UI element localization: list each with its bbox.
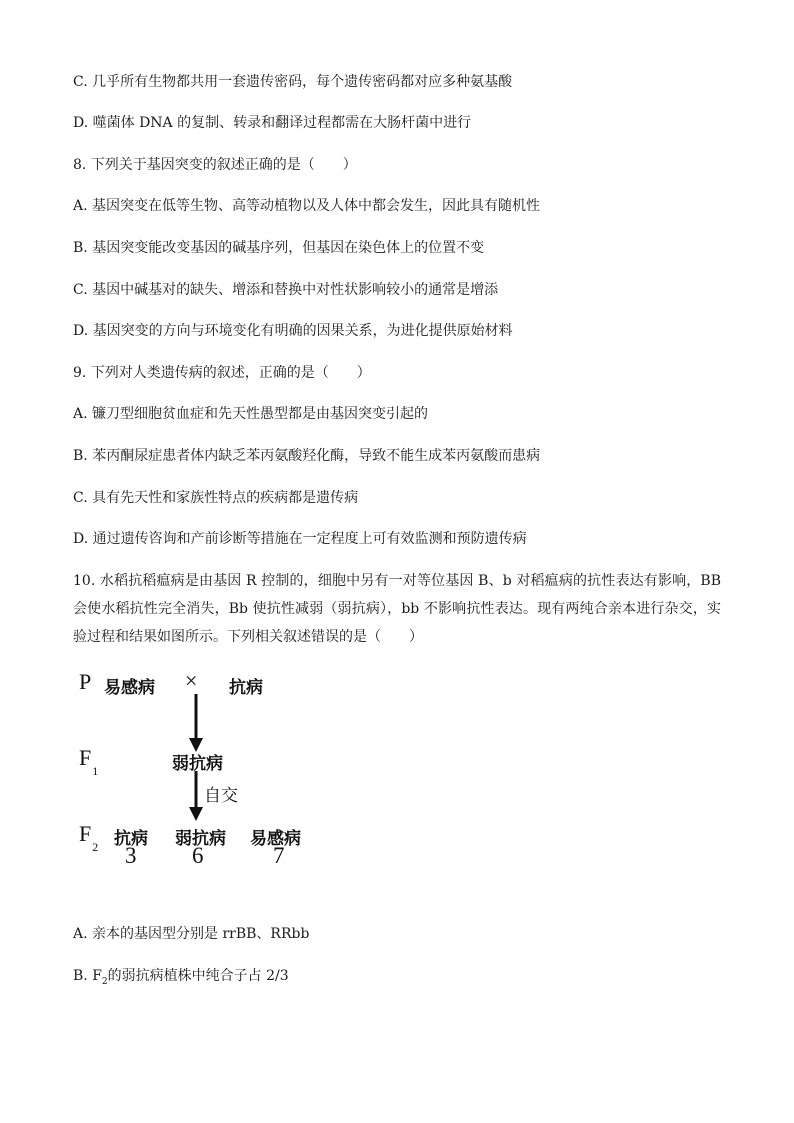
- f2-count-weak: 6: [192, 843, 204, 868]
- q8-stem: 8. 下列关于基因突变的叙述正确的是（ ）: [73, 157, 357, 173]
- q9-option-c: C. 具有先天性和家族性特点的疾病都是遗传病: [73, 490, 359, 506]
- p-left-phenotype: 易感病: [104, 678, 155, 698]
- p-right-phenotype: 抗病: [229, 678, 263, 698]
- arrow-f1-to-f2: [186, 771, 206, 823]
- q10-option-b: B. $F_2$的弱抗病植株中纯合子占 2/3: [73, 968, 289, 987]
- q9-stem: 9. 下列对人类遗传病的叙述，正确的是（ ）: [73, 365, 371, 381]
- q8-option-a: A. 基因突变在低等生物、高等动植物以及人体中都会发生，因此具有随机性: [73, 198, 541, 214]
- f2-phenotype-susceptible: 易感病: [250, 829, 301, 849]
- p-generation-label: P: [79, 669, 92, 694]
- q10-stem: 10. 水稻抗稻瘟病是由基因 R 控制的，细胞中另有一对等位基因 B、b 对稻瘟病的抗性表达有影响，BB 会使水稻抗性完全消失，Bb 使抗性减弱（弱抗病），bb 不影响抗性表达。现有两纯合亲本进行杂交，实验过程和结果如图所示。下列相关叙述错误的是（ ）: [73, 573, 721, 645]
- arrow-p-to-f1: [186, 694, 206, 754]
- cross-symbol: ×: [185, 668, 198, 693]
- f2-count-susceptible: 7: [273, 843, 285, 868]
- q9-option-a: A. 镰刀型细胞贫血症和先天性愚型都是由基因突变引起的: [73, 406, 429, 422]
- f2-generation-label: $F_2$: [79, 821, 99, 854]
- selfing-label: 自交: [204, 786, 238, 806]
- q9-option-b: B. 苯丙酮尿症患者体内缺乏苯丙氨酸羟化酶，导致不能生成苯丙氨酸而患病: [73, 448, 541, 464]
- q8-option-b: B. 基因突变能改变基因的碱基序列，但基因在染色体上的位置不变: [73, 240, 485, 256]
- q7-option-d: D. 噬菌体 DNA 的复制、转录和翻译过程都需在大肠杆菌中进行: [73, 115, 472, 131]
- f2-count-resistant: 3: [125, 843, 137, 868]
- q9-option-d: D. 通过遗传咨询和产前诊断等措施在一定程度上可有效监测和预防遗传病: [73, 531, 527, 547]
- f2-phenotype-weak: 弱抗病: [175, 829, 226, 849]
- q10-option-a: A. 亲本的基因型分别是 rrBB、RRbb: [73, 926, 310, 942]
- f2-phenotype-resistant: 抗病: [114, 829, 148, 849]
- q7-option-c: C. 几乎所有生物都共用一套遗传密码，每个遗传密码都对应多种氨基酸: [73, 74, 513, 90]
- f1-phenotype: 弱抗病: [172, 754, 223, 774]
- q8-option-c: C. 基因中碱基对的缺失、增添和替换中对性状影响较小的通常是增添: [73, 282, 499, 298]
- f1-generation-label: $F_1$: [79, 745, 99, 778]
- q8-option-d: D. 基因突变的方向与环境变化有明确的因果关系，为进化提供原始材料: [73, 323, 513, 339]
